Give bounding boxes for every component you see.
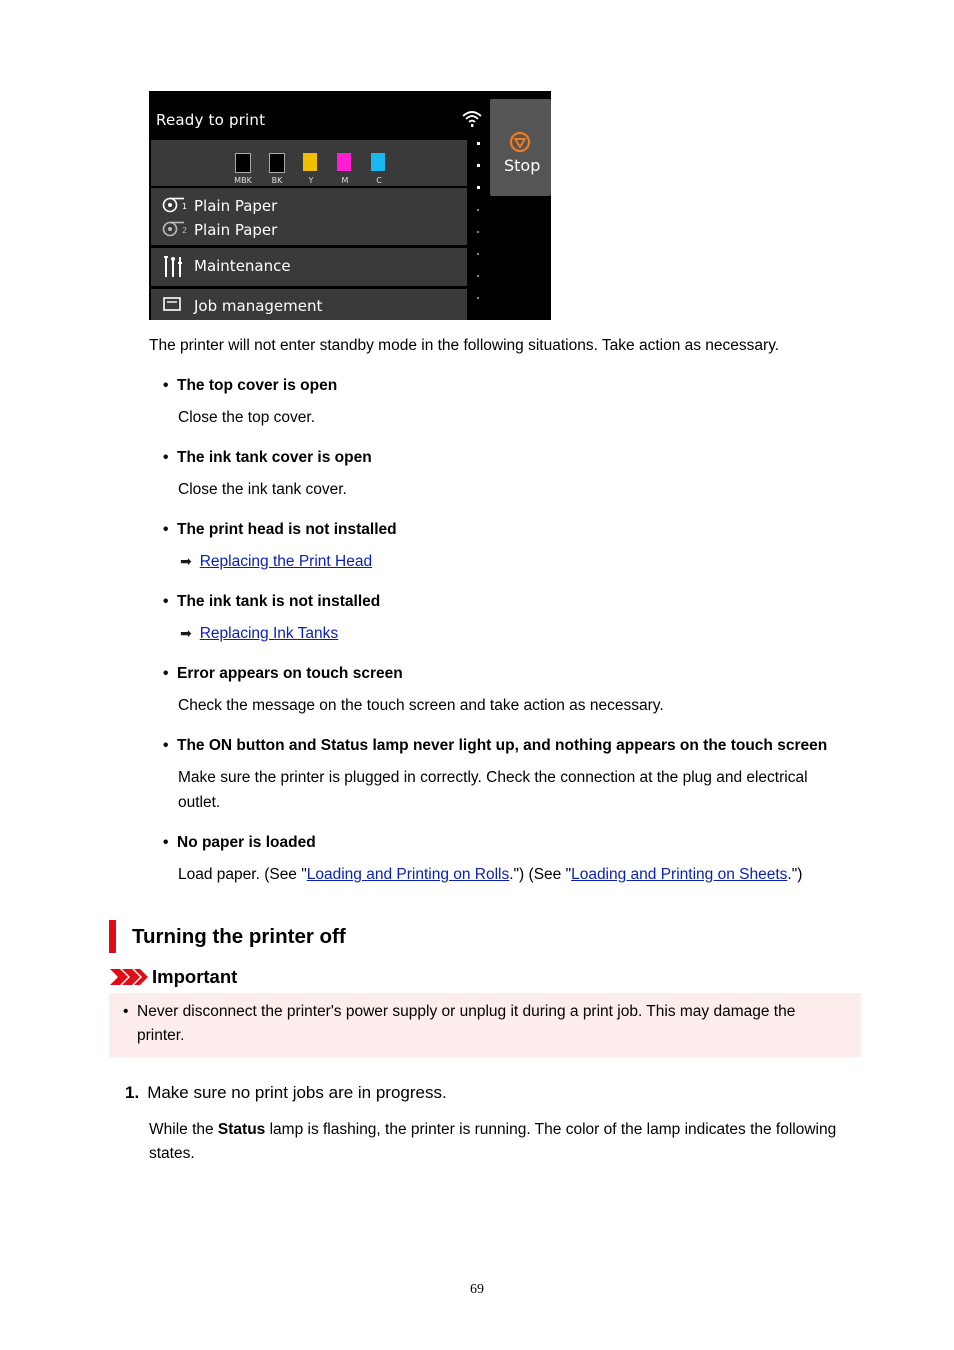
stop-icon (509, 131, 531, 153)
job-management-icon (163, 297, 181, 311)
important-note: • Never disconnect the printer's power supply or unplug it during a print job. This may damage the printer. (123, 1003, 796, 1044)
replacing-print-head-link[interactable]: Replacing the Print Head (199, 553, 373, 570)
situation-title: • The ink tank is not installed (163, 593, 381, 610)
ink-tank-c (371, 153, 385, 171)
scroll-indicator-dot (477, 231, 479, 233)
situation-title: • No paper is loaded (163, 834, 316, 851)
ink-label-m: M (341, 176, 349, 185)
scroll-indicator-dot (477, 253, 479, 255)
loading-rolls-link[interactable]: Loading and Printing on Rolls (306, 866, 510, 883)
step-1 (125, 1083, 447, 1103)
job-management-label: Job management (194, 297, 323, 315)
situation-title: • The ON button and Status lamp never light up, and nothing appears on the touch screen (163, 737, 828, 754)
scroll-indicator-dot (477, 209, 479, 211)
wifi-icon (461, 109, 483, 129)
ink-tank-bk (269, 153, 285, 173)
svg-text:2: 2 (182, 226, 188, 235)
stop-button-label: Stop (504, 156, 541, 175)
loading-sheets-link[interactable]: Loading and Printing on Sheets (571, 866, 788, 883)
roll-paper-1-icon (162, 197, 188, 213)
situation-title: • The top cover is open (163, 377, 338, 394)
situation-desc: Close the ink tank cover. (178, 481, 347, 498)
replacing-ink-tanks-link[interactable]: Replacing Ink Tanks (199, 625, 339, 642)
scroll-indicator-dot (477, 142, 480, 145)
arrow-right-icon: ➡ (180, 625, 192, 641)
svg-text:1: 1 (182, 202, 188, 211)
important-arrows-icon (110, 969, 148, 985)
roll-paper-2-icon (162, 221, 188, 237)
step-description: While the Status lamp is flashing, the printer is running. The color of the lamp indicates the following states. (149, 1121, 837, 1162)
link-line (180, 625, 338, 643)
situation-title: • Error appears on touch screen (163, 665, 403, 682)
important-header (110, 966, 237, 988)
maintenance-icon (162, 255, 184, 279)
step-text: Make sure no print jobs are in progress. (147, 1083, 447, 1102)
step-number: 1. (125, 1083, 140, 1102)
link-line (180, 553, 372, 571)
ink-label-mbk: MBK (234, 176, 252, 185)
situation-title: • The ink tank cover is open (163, 449, 372, 466)
stop-button[interactable] (490, 99, 551, 196)
scroll-indicator-dot (477, 186, 480, 189)
situation-desc: Check the message on the touch screen and take action as necessary. (178, 697, 664, 714)
touch-screen-image (149, 91, 551, 320)
page-number: 69 (470, 1282, 484, 1297)
scroll-indicator-dot (477, 297, 479, 299)
ink-tank-m (337, 153, 351, 171)
paper-1-type: Plain Paper (194, 197, 278, 215)
scroll-indicator-dot (477, 275, 479, 277)
ink-label-bk: BK (271, 176, 283, 185)
arrow-right-icon: ➡ (180, 553, 192, 569)
ink-tank-mbk (235, 153, 251, 173)
section-heading: Turning the printer off (109, 920, 346, 953)
ink-label-y: Y (308, 176, 314, 185)
situation-desc: outlet. (178, 794, 221, 811)
maintenance-label: Maintenance (194, 257, 291, 275)
situation-desc: Make sure the printer is plugged in correctly. Check the connection at the plug and electrical (178, 769, 808, 786)
intro-text: The printer will not enter standby mode in the following situations. Take action as necessary. (149, 337, 780, 354)
paper-2-type: Plain Paper (194, 221, 278, 239)
ink-tank-y (303, 153, 317, 171)
situation-title: • The print head is not installed (163, 521, 397, 538)
situation-desc: Close the top cover. (178, 409, 315, 426)
scroll-indicator-dot (477, 164, 480, 167)
situation-desc: Load paper. (See "Loading and Printing on Rolls.") (See "Loading and Printing on Sheets.") (178, 866, 803, 883)
important-label: Important (152, 966, 238, 987)
screen-status-text: Ready to print (156, 111, 266, 129)
ink-label-c: C (376, 176, 382, 185)
